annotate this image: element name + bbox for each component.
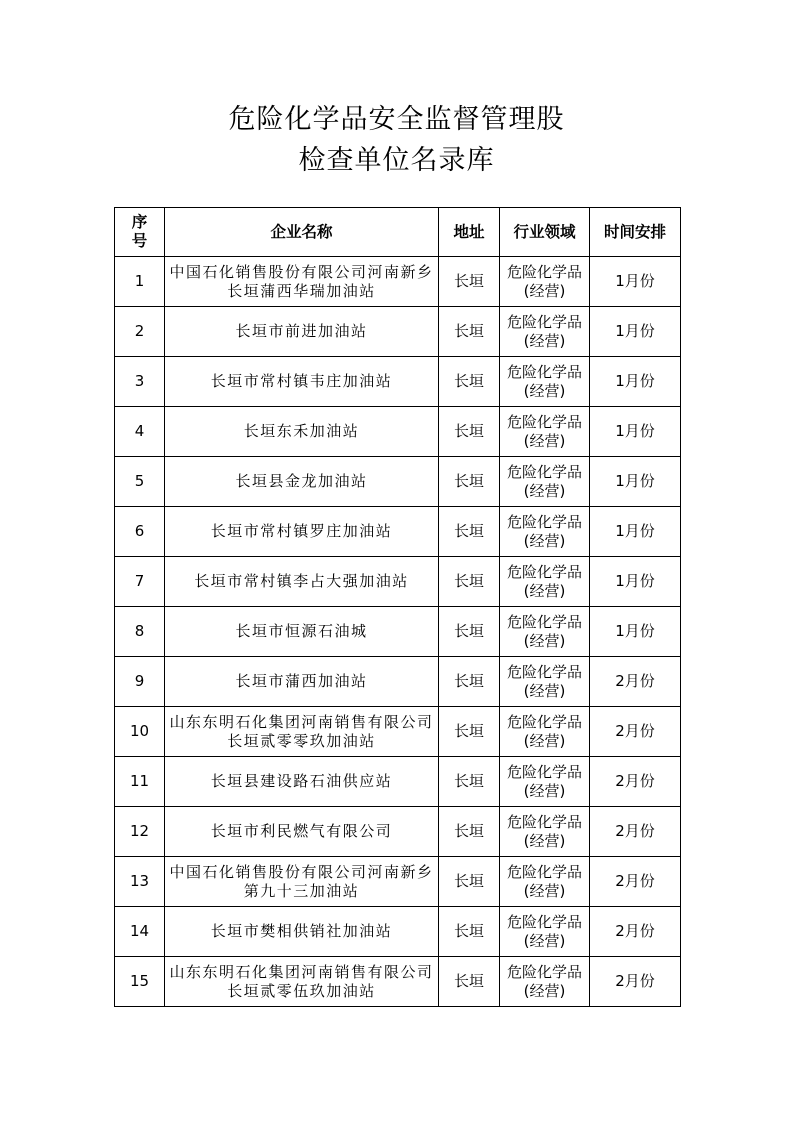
cell-seq: 13 (115, 857, 165, 907)
cell-schedule: 2月份 (590, 757, 681, 807)
cell-company: 中国石化销售股份有限公司河南新乡第九十三加油站 (165, 857, 439, 907)
cell-schedule: 1月份 (590, 507, 681, 557)
header-address: 地址 (439, 208, 500, 257)
cell-address: 长垣 (439, 607, 500, 657)
cell-address: 长垣 (439, 657, 500, 707)
table-row (115, 257, 681, 307)
cell-address: 长垣 (439, 557, 500, 607)
cell-schedule: 2月份 (590, 957, 681, 1007)
cell-sector: 危险化学品(经营) (500, 657, 590, 707)
cell-company: 山东东明石化集团河南销售有限公司长垣贰零零玖加油站 (165, 707, 439, 757)
cell-address: 长垣 (439, 357, 500, 407)
cell-sector: 危险化学品(经营) (500, 757, 590, 807)
table-header (115, 208, 681, 257)
table-body (115, 257, 681, 1007)
cell-address: 长垣 (439, 907, 500, 957)
cell-sector: 危险化学品(经营) (500, 457, 590, 507)
header-seq (115, 208, 165, 257)
cell-seq: 6 (115, 507, 165, 557)
cell-company: 中国石化销售股份有限公司河南新乡长垣蒲西华瑞加油站 (165, 257, 439, 307)
cell-sector: 危险化学品(经营) (500, 357, 590, 407)
header-schedule: 时间安排 (590, 208, 681, 257)
cell-schedule: 2月份 (590, 807, 681, 857)
cell-schedule: 1月份 (590, 407, 681, 457)
cell-company: 长垣市蒲西加油站 (165, 657, 439, 707)
cell-address: 长垣 (439, 757, 500, 807)
cell-sector: 危险化学品(经营) (500, 257, 590, 307)
cell-schedule: 2月份 (590, 707, 681, 757)
table-row (115, 507, 681, 557)
cell-company: 长垣市常村镇李占大强加油站 (165, 557, 439, 607)
cell-sector: 危险化学品(经营) (500, 957, 590, 1007)
cell-schedule: 1月份 (590, 257, 681, 307)
header-company: 企业名称 (165, 208, 439, 257)
cell-schedule: 2月份 (590, 907, 681, 957)
table-row (115, 457, 681, 507)
cell-schedule: 1月份 (590, 607, 681, 657)
table-row (115, 307, 681, 357)
cell-company: 长垣东禾加油站 (165, 407, 439, 457)
cell-seq: 10 (115, 707, 165, 757)
cell-seq: 15 (115, 957, 165, 1007)
cell-address: 长垣 (439, 807, 500, 857)
cell-address: 长垣 (439, 457, 500, 507)
cell-sector: 危险化学品(经营) (500, 707, 590, 757)
cell-address: 长垣 (439, 257, 500, 307)
cell-seq: 11 (115, 757, 165, 807)
cell-company: 长垣市利民燃气有限公司 (165, 807, 439, 857)
document-title: 危险化学品安全监督管理股 (228, 104, 565, 135)
table-row (115, 357, 681, 407)
table-row (115, 807, 681, 857)
inspection-roster-table (114, 207, 681, 1007)
cell-address: 长垣 (439, 507, 500, 557)
document-subtitle: 检查单位名录库 (298, 145, 495, 176)
cell-sector: 危险化学品(经营) (500, 907, 590, 957)
cell-seq: 3 (115, 357, 165, 407)
cell-seq: 1 (115, 257, 165, 307)
cell-schedule: 2月份 (590, 657, 681, 707)
cell-address: 长垣 (439, 407, 500, 457)
cell-company: 长垣县建设路石油供应站 (165, 757, 439, 807)
table-row (115, 907, 681, 957)
cell-company: 长垣市恒源石油城 (165, 607, 439, 657)
cell-address: 长垣 (439, 707, 500, 757)
cell-sector: 危险化学品(经营) (500, 607, 590, 657)
header-seq-top: 序 (131, 213, 148, 231)
cell-sector: 危险化学品(经营) (500, 407, 590, 457)
cell-seq: 4 (115, 407, 165, 457)
cell-seq: 2 (115, 307, 165, 357)
cell-seq: 12 (115, 807, 165, 857)
cell-company: 长垣市常村镇韦庄加油站 (165, 357, 439, 407)
cell-company: 长垣市常村镇罗庄加油站 (165, 507, 439, 557)
cell-sector: 危险化学品(经营) (500, 807, 590, 857)
cell-address: 长垣 (439, 307, 500, 357)
header-sector: 行业领域 (500, 208, 590, 257)
cell-seq: 14 (115, 907, 165, 957)
table-row (115, 707, 681, 757)
table-row (115, 957, 681, 1007)
cell-address: 长垣 (439, 957, 500, 1007)
cell-seq: 9 (115, 657, 165, 707)
table-row (115, 657, 681, 707)
header-seq-bottom: 号 (131, 232, 148, 250)
cell-company: 山东东明石化集团河南销售有限公司长垣贰零伍玖加油站 (165, 957, 439, 1007)
cell-schedule: 2月份 (590, 857, 681, 907)
table-row (115, 557, 681, 607)
table-row (115, 857, 681, 907)
table-row (115, 607, 681, 657)
cell-seq: 8 (115, 607, 165, 657)
cell-seq: 5 (115, 457, 165, 507)
cell-seq: 7 (115, 557, 165, 607)
table-row (115, 757, 681, 807)
cell-company: 长垣县金龙加油站 (165, 457, 439, 507)
cell-sector: 危险化学品(经营) (500, 307, 590, 357)
cell-company: 长垣市樊相供销社加油站 (165, 907, 439, 957)
header-row (115, 208, 681, 257)
cell-company: 长垣市前进加油站 (165, 307, 439, 357)
cell-address: 长垣 (439, 857, 500, 907)
table-row (115, 407, 681, 457)
cell-sector: 危险化学品(经营) (500, 857, 590, 907)
cell-schedule: 1月份 (590, 357, 681, 407)
cell-schedule: 1月份 (590, 307, 681, 357)
cell-schedule: 1月份 (590, 557, 681, 607)
cell-sector: 危险化学品(经营) (500, 507, 590, 557)
cell-sector: 危险化学品(经营) (500, 557, 590, 607)
cell-schedule: 1月份 (590, 457, 681, 507)
